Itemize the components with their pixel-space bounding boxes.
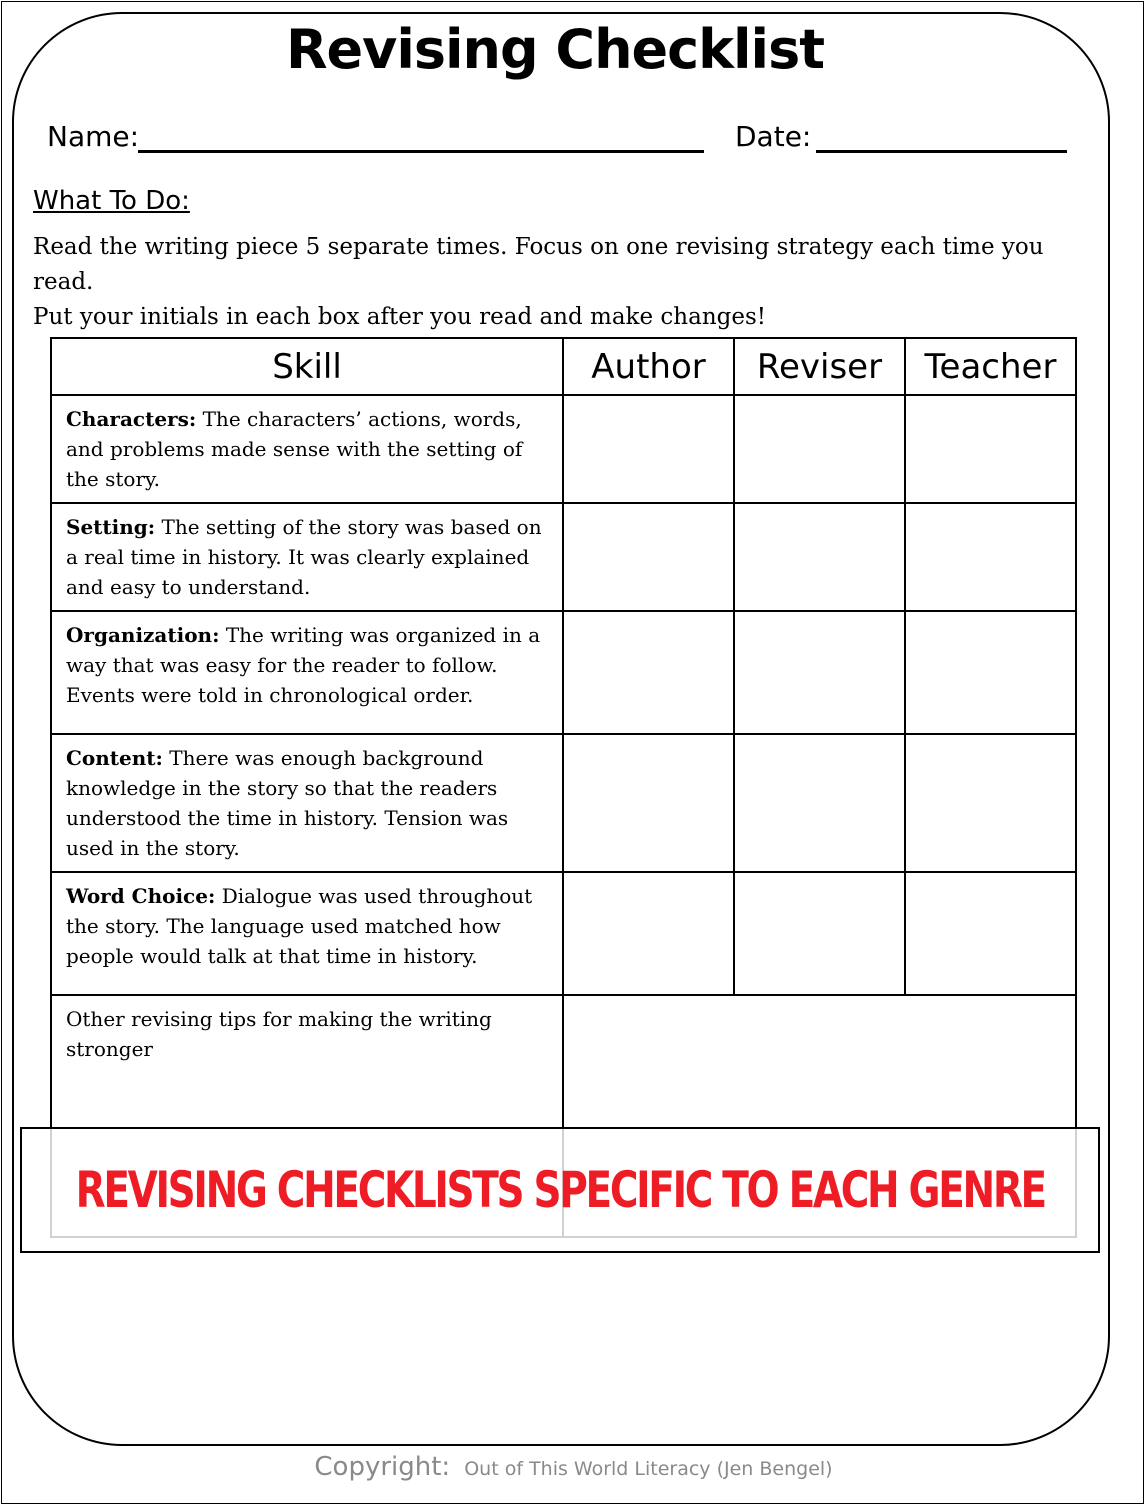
table-row	[51, 611, 1076, 734]
header-author: Author	[563, 338, 734, 395]
what-to-do-heading: What To Do:	[33, 186, 190, 216]
name-label: Name:	[47, 120, 140, 153]
reviser-initials-cell[interactable]	[734, 611, 905, 734]
skill-cell-organization	[51, 611, 563, 734]
header-reviser: Reviser	[734, 338, 905, 395]
date-label: Date:	[735, 120, 812, 153]
skill-cell-setting	[51, 503, 563, 611]
instructions-line-2: Put your initials in each box after you read and make changes!	[33, 304, 767, 330]
table-row	[51, 395, 1076, 503]
worksheet-title: Revising Checklist	[285, 18, 825, 81]
skill-cell-characters	[51, 395, 563, 503]
instructions-line-1: Read the writing piece 5 separate times. Focus on one revising strategy each time you read.	[33, 234, 1044, 295]
skill-term: Content:	[66, 746, 163, 770]
instructions	[33, 230, 1093, 335]
skill-cell-word-choice	[51, 872, 563, 995]
skill-description: The characters’ actions, words, and problems made sense with the setting of the story.	[66, 407, 523, 491]
copyright-footer	[0, 1452, 1147, 1482]
revising-checklist-table	[50, 337, 1077, 1238]
copyright-owner: Out of This World Literacy (Jen Bengel)	[464, 1458, 833, 1480]
teacher-initials-cell[interactable]	[905, 734, 1076, 872]
author-initials-cell[interactable]	[563, 734, 734, 872]
copyright-label: Copyright:	[314, 1452, 451, 1482]
teacher-initials-cell[interactable]	[905, 872, 1076, 995]
table-header-row	[51, 338, 1076, 395]
genre-banner	[20, 1127, 1100, 1253]
teacher-initials-cell[interactable]	[905, 395, 1076, 503]
header-teacher: Teacher	[905, 338, 1076, 395]
skill-cell-content	[51, 734, 563, 872]
teacher-initials-cell[interactable]	[905, 611, 1076, 734]
genre-banner-text: REVISING CHECKLISTS SPECIFIC TO EACH GENRE	[75, 1161, 1045, 1219]
other-tips-cell: Other revising tips for making the writing stronger	[51, 995, 563, 1237]
name-field[interactable]	[138, 150, 704, 153]
skill-description: The setting of the story was based on a real time in history. It was clearly explained and easy to understand.	[66, 515, 542, 599]
header-skill: Skill	[51, 338, 563, 395]
author-initials-cell[interactable]	[563, 872, 734, 995]
table-row	[51, 503, 1076, 611]
skill-term: Setting:	[66, 515, 156, 539]
reviser-initials-cell[interactable]	[734, 872, 905, 995]
skill-description: The writing was organized in a way that was easy for the reader to follow. Events were told in chronological order.	[66, 623, 541, 707]
table-row	[51, 872, 1076, 995]
teacher-initials-cell[interactable]	[905, 503, 1076, 611]
date-field[interactable]	[816, 150, 1067, 153]
author-initials-cell[interactable]	[563, 503, 734, 611]
table-row	[51, 734, 1076, 872]
reviser-initials-cell[interactable]	[734, 734, 905, 872]
author-initials-cell[interactable]	[563, 395, 734, 503]
skill-term: Organization:	[66, 623, 220, 647]
skill-term: Characters:	[66, 407, 197, 431]
skill-description: Dialogue was used throughout the story. The language used matched how people would talk at that time in history.	[66, 884, 533, 968]
author-initials-cell[interactable]	[563, 611, 734, 734]
skill-term: Word Choice:	[66, 884, 216, 908]
skill-description: There was enough background knowledge in the story so that the readers understood the time in history. Tension was used in the story.	[66, 746, 509, 860]
reviser-initials-cell[interactable]	[734, 503, 905, 611]
reviser-initials-cell[interactable]	[734, 395, 905, 503]
